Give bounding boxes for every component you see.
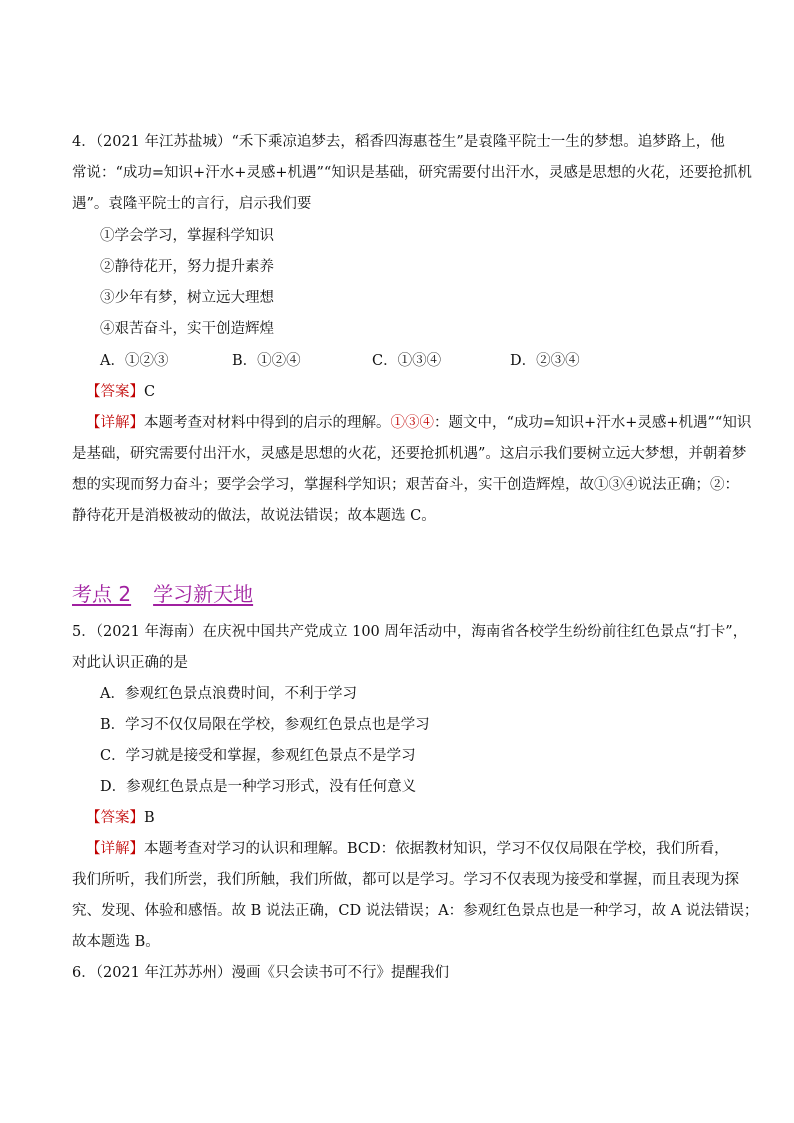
q4-option-c: C．①③④	[372, 353, 442, 369]
section-number: 考点 2	[72, 582, 132, 606]
section-heading	[72, 580, 253, 608]
q5-option-b: B．学习不仅仅局限在学校，参观红色景点也是学习	[100, 717, 430, 733]
q4-options	[100, 350, 760, 372]
q6-stem: 6．（2021 年江苏苏州）漫画《只会读书可不行》提醒我们	[72, 965, 449, 981]
q4-detail-line-4: 静待花开是消极被动的做法，故说法错误；故本题选 C。	[72, 508, 436, 524]
q5-stem-line-1: 5．（2021 年海南）在庆祝中国共产党成立 100 周年活动中，海南省各校学生纷纷前往红色景点“打卡”，	[72, 624, 748, 640]
q4-statement-1: ①学会学习，掌握科学知识	[100, 228, 274, 244]
q4-option-a: A．①②③	[100, 353, 169, 369]
detail-label: 【详解】	[86, 841, 144, 857]
detail-label: 【详解】	[86, 415, 144, 431]
q4-option-b: B．①②④	[232, 353, 301, 369]
q5-stem-line-2: 对此认识正确的是	[72, 655, 188, 671]
q5-answer	[86, 807, 746, 829]
answer-label: 【答案】	[86, 384, 144, 400]
q4-detail-line-3: 想的实现而努力奋斗；要学会学习，掌握科学知识；艰苦奋斗，实干创造辉煌，故①③④说法正确；②：	[72, 477, 739, 493]
answer-value: B	[144, 810, 155, 826]
answer-label: 【答案】	[86, 810, 144, 826]
q4-stem-line-1: 4．（2021 年江苏盐城）“禾下乘凉追梦去，稻香四海惠苍生”是袁隆平院士一生的梦想。追梦路上，他	[72, 134, 725, 150]
q4-answer	[86, 381, 746, 403]
q5-detail-line-4: 故本题选 B。	[72, 934, 160, 950]
q5-detail-line-1	[86, 838, 746, 860]
q5-option-a: A．参观红色景点浪费时间，不利于学习	[100, 686, 357, 702]
detail-text: 本题考查对学习的认识和理解。BCD：依据教材知识，学习不仅仅局限在学校，我们所看，	[144, 841, 729, 857]
detail-text: 本题考查对材料中得到的启示的理解。	[144, 415, 391, 431]
q5-detail-line-3: 究、发现、体验和感悟。故 B 说法正确，CD 说法错误；A：参观红色景点也是一种学习，故 A 说法错误；	[72, 903, 759, 919]
q4-detail-line-1	[86, 412, 752, 434]
detail-text: ：题文中，“成功=知识+汗水+灵感+机遇”“知识	[434, 415, 752, 431]
q4-statement-4: ④艰苦奋斗，实干创造辉煌	[100, 321, 274, 337]
q5-option-c: C．学习就是接受和掌握，参观红色景点不是学习	[100, 748, 416, 764]
q4-statement-3: ③少年有梦，树立远大理想	[100, 290, 274, 306]
q4-statement-2: ②静待花开，努力提升素养	[100, 259, 274, 275]
answer-value: C	[144, 384, 156, 400]
q5-detail-line-2: 我们所听，我们所尝，我们所触，我们所做，都可以是学习。学习不仅表现为接受和掌握，而且表现为探	[72, 872, 739, 888]
q4-stem-line-2: 常说：“成功=知识+汗水+灵感+机遇”“知识是基础，研究需要付出汗水，灵感是思想的火花，还要抢抓机	[72, 165, 752, 181]
q4-option-d: D．②③④	[510, 353, 580, 369]
section-title: 学习新天地	[153, 582, 254, 606]
q4-stem-line-3: 遇”。袁隆平院士的言行，启示我们要	[72, 196, 312, 212]
q5-option-d: D．参观红色景点是一种学习形式，没有任何意义	[100, 779, 417, 795]
q4-detail-line-2: 是基础，研究需要付出汗水，灵感是思想的火花，还要抢抓机遇”。这启示我们要树立远大梦想，并朝着梦	[72, 446, 747, 462]
detail-highlight: ①③④	[390, 415, 434, 431]
